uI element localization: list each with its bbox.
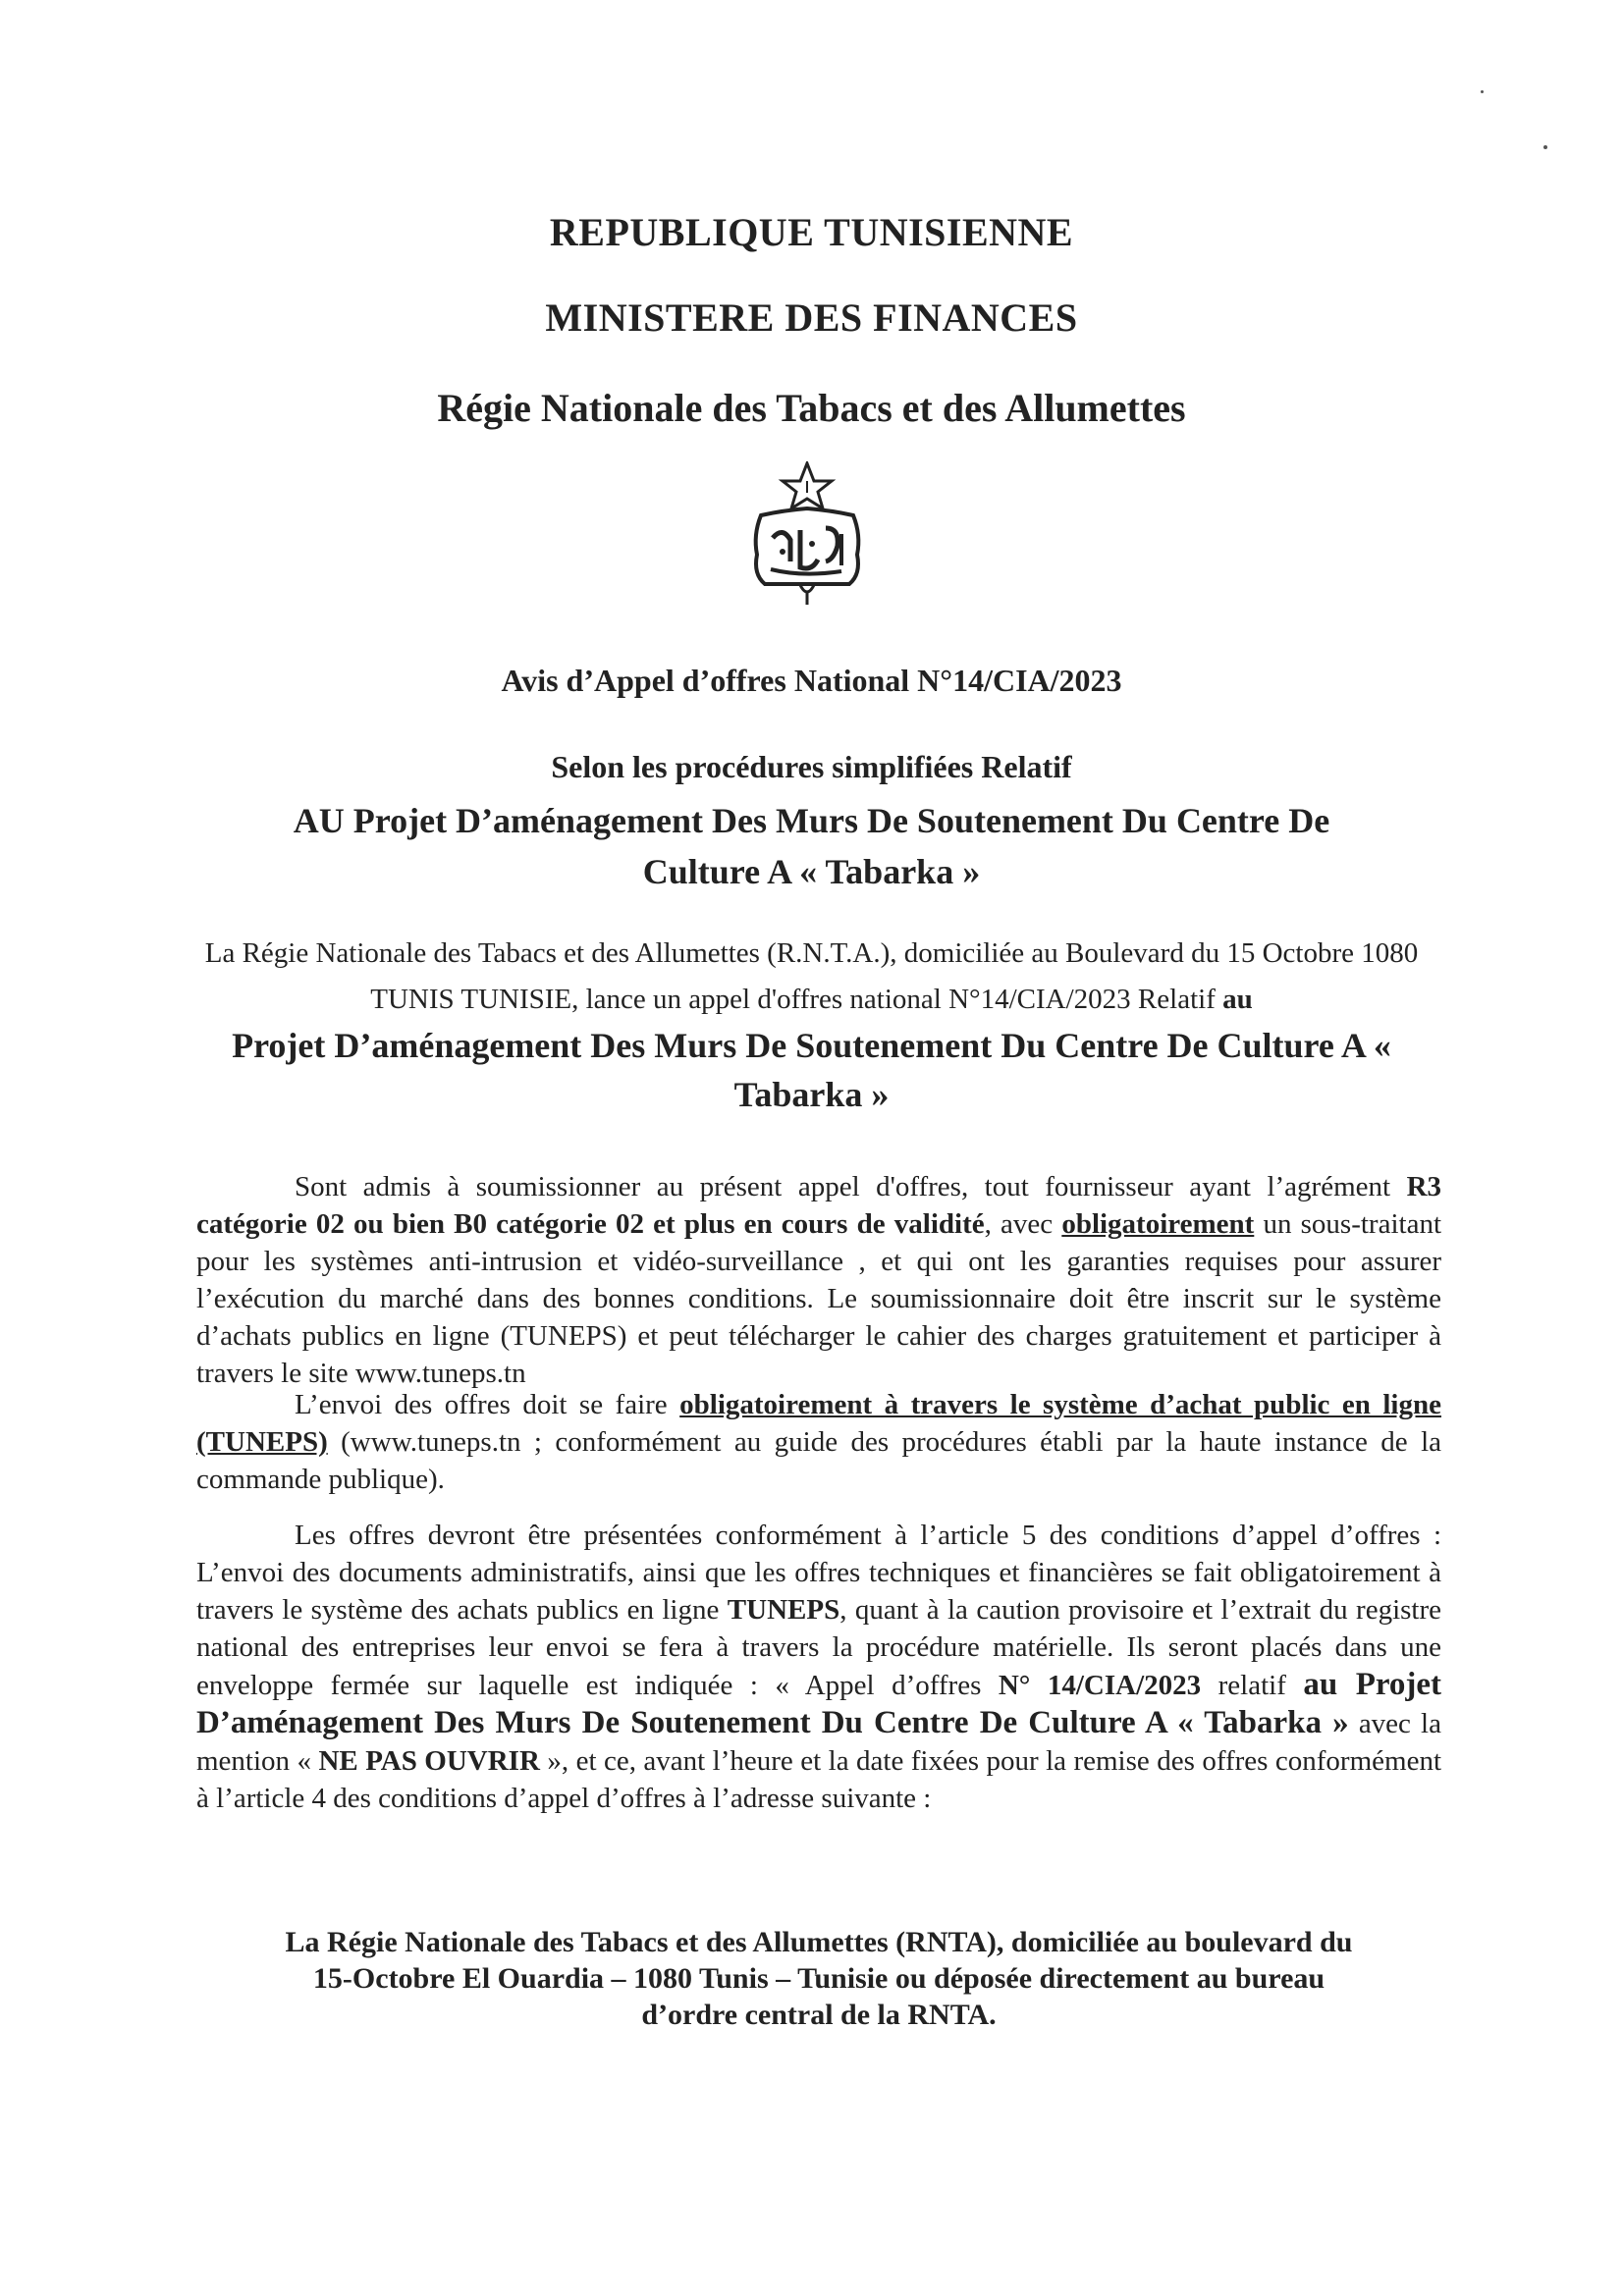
intro-paragraph — [196, 931, 1427, 1121]
project-title-line1: AU Projet D’aménagement Des Murs De Soutenement Du Centre De — [293, 801, 1330, 840]
intro-bold-project: Projet D’aménagement Des Murs De Soutenement Du Centre De Culture A « Tabarka » — [232, 1026, 1391, 1114]
p3-bold-1: TUNEPS — [727, 1594, 840, 1626]
intro-text: La Régie Nationale des Tabacs et des Allumettes (R.N.T.A.), domiciliée au Boulevard du 15 Octobre 1080 TUNIS TUNISIE, lance un appel d'offres national N°14/CIA/2023 Relatif — [204, 937, 1419, 1015]
paragraph-eligibility — [196, 1168, 1441, 1392]
p1-text-1: Sont admis à soumissionner au présent appel d'offres, tout fournisseur ayant l’agrément — [295, 1171, 1391, 1202]
p2-text-2: (www.tuneps.tn ; conformément au guide des procédures établi par la haute instance de la commande publique). — [196, 1426, 1441, 1495]
paragraph-submission — [196, 1386, 1441, 1498]
p1-bold-1: R3 catégorie 02 ou bien B0 catégorie 02 et plus en cours de validité — [196, 1171, 1442, 1240]
notice-title: Avis d’Appel d’offres National N°14/CIA/2023 — [501, 663, 1122, 698]
p3-text-5: », et ce, avant l’heure et la date fixées pour la remise des offres conformément à l’article 4 des conditions d’appel d’offres à l’adresse suivante : — [196, 1745, 1442, 1814]
address-line3: d’ordre central de la RNTA. — [641, 1999, 997, 2031]
intro-bold-au: au — [1222, 984, 1253, 1015]
header-ministry: MINISTERE DES FINANCES — [545, 295, 1078, 340]
project-title — [196, 795, 1427, 897]
paragraph-offers — [196, 1517, 1441, 1817]
p2-underline-1: obligatoirement à travers le système d’achat public en ligne (TUNEPS) — [196, 1389, 1441, 1458]
address-line1: La Régie Nationale des Tabacs et des Allumettes (RNTA), domiciliée au boulevard du — [285, 1926, 1353, 1958]
p3-text-2: , quant à la caution provisoire et l’extrait du registre national des entreprises leur envoi se fera à travers la procédure matérielle. Ils seront placés dans une enveloppe fermée sur laquelle est indiquée : « Appel d’offres — [196, 1594, 1441, 1701]
header-republic: REPUBLIQUE TUNISIENNE — [549, 210, 1074, 254]
p3-text-4: avec la mention « — [196, 1708, 1441, 1777]
rnta-emblem-icon — [743, 461, 871, 609]
p1-text-2: , avec — [984, 1208, 1054, 1240]
project-title-line2: Culture A « Tabarka » — [642, 852, 981, 891]
scan-speck — [1481, 90, 1484, 93]
p3-bold-3: au Projet D’aménagement Des Murs De Soutenement Du Centre De Culture A « Tabarka » — [196, 1667, 1442, 1740]
scan-speck — [1543, 145, 1547, 149]
p2-text-1: L’envoi des offres doit se faire — [295, 1389, 668, 1420]
notice-subtitle: Selon les procédures simplifiées Relatif — [551, 749, 1072, 784]
p3-bold-2: N° 14/CIA/2023 — [998, 1670, 1202, 1701]
p3-text-3: relatif — [1217, 1670, 1286, 1701]
p1-underline-1: obligatoirement — [1061, 1208, 1255, 1240]
address-line2: 15-Octobre El Ouardia – 1080 Tunis – Tunisie ou déposée directement au bureau — [312, 1962, 1325, 1995]
header-organization: Régie Nationale des Tabacs et des Allumettes — [437, 386, 1186, 430]
p3-bold-4: NE PAS OUVRIR — [318, 1745, 540, 1777]
submission-address — [196, 1924, 1441, 2033]
p1-text-3: un sous-traitant pour les systèmes anti-intrusion et vidéo-surveillance , et qui ont les garanties requises pour assurer l’exécution du marché dans des bonnes conditions. Le soumissionnaire doit être inscrit sur le système d’achats publics en ligne (TUNEPS) et peut télécharger le cahier des charges gratuitement et participer à travers le site www.tuneps.tn — [196, 1208, 1442, 1389]
p3-text-1: Les offres devront être présentées conformément à l’article 5 des conditions d’appel d’offres : L’envoi des documents administratifs, ainsi que les offres techniques et financières se fait obligatoirement à travers le système des achats publics en ligne — [196, 1520, 1441, 1626]
